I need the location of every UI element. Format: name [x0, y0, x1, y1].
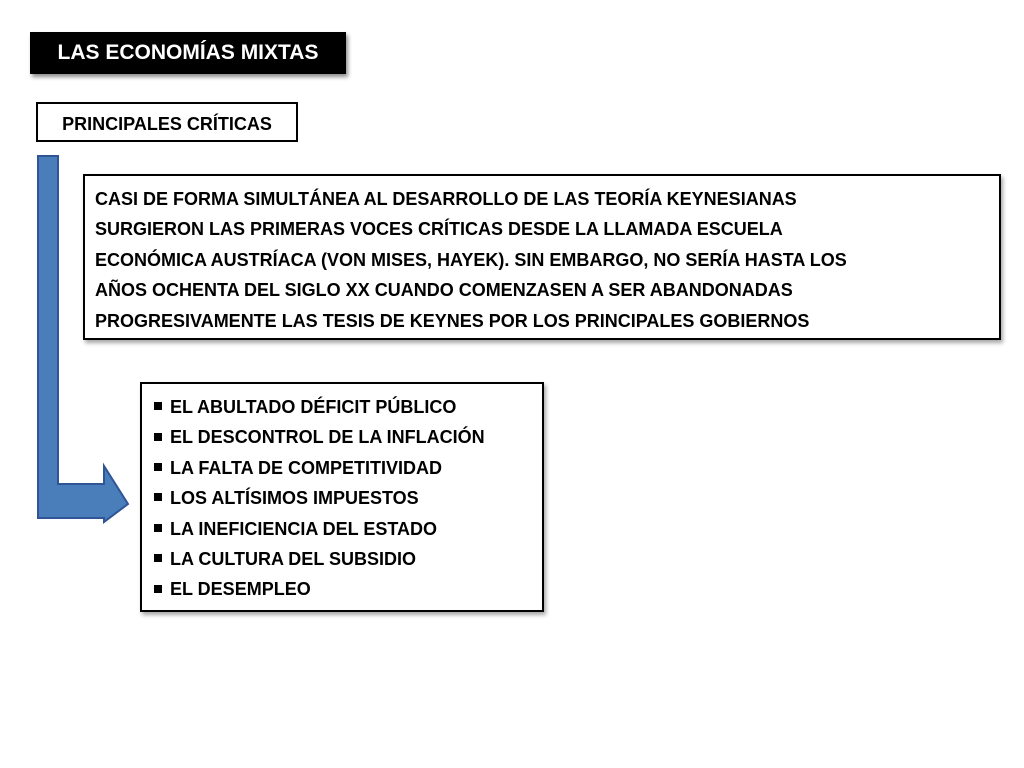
square-bullet-icon: [154, 433, 162, 441]
critiques-list: [154, 392, 542, 605]
list-item-label: LA CULTURA DEL SUBSIDIO: [170, 549, 416, 570]
list-item: [154, 483, 542, 513]
critiques-list-box: [140, 382, 544, 612]
list-item-label: EL DESCONTROL DE LA INFLACIÓN: [170, 427, 485, 448]
list-item: [154, 574, 542, 604]
description-line: PROGRESIVAMENTE LAS TESIS DE KEYNES POR LOS PRINCIPALES GOBIERNOS: [95, 310, 810, 331]
square-bullet-icon: [154, 493, 162, 501]
description-box: [83, 174, 1001, 340]
slide-title: LAS ECONOMÍAS MIXTAS: [30, 32, 346, 74]
list-item: [154, 453, 542, 483]
section-subtitle: PRINCIPALES CRÍTICAS: [36, 102, 298, 142]
list-item-label: EL DESEMPLEO: [170, 579, 311, 600]
list-item-label: LA FALTA DE COMPETITIVIDAD: [170, 457, 442, 478]
list-item: [154, 544, 542, 574]
list-item: [154, 392, 542, 422]
description-line: SURGIERON LAS PRIMERAS VOCES CRÍTICAS DESDE LA LLAMADA ESCUELA: [95, 219, 783, 240]
list-item: [154, 422, 542, 452]
list-item-label: EL ABULTADO DÉFICIT PÚBLICO: [170, 397, 457, 417]
square-bullet-icon: [154, 585, 162, 593]
description-line: ECONÓMICA AUSTRÍACA (VON MISES, HAYEK). SIN EMBARGO, NO SERÍA HASTA LOS: [95, 249, 847, 270]
square-bullet-icon: [154, 402, 162, 410]
square-bullet-icon: [154, 554, 162, 562]
description-line: CASI DE FORMA SIMULTÁNEA AL DESARROLLO DE LAS TEORÍA KEYNESIANAS: [95, 189, 797, 209]
square-bullet-icon: [154, 524, 162, 532]
list-item-label: LOS ALTÍSIMOS IMPUESTOS: [170, 488, 419, 509]
list-item-label: LA INEFICIENCIA DEL ESTADO: [170, 518, 438, 539]
description-line: AÑOS OCHENTA DEL SIGLO XX CUANDO COMENZASEN A SER ABANDONADAS: [95, 280, 793, 301]
list-item: [154, 514, 542, 544]
square-bullet-icon: [154, 463, 162, 471]
